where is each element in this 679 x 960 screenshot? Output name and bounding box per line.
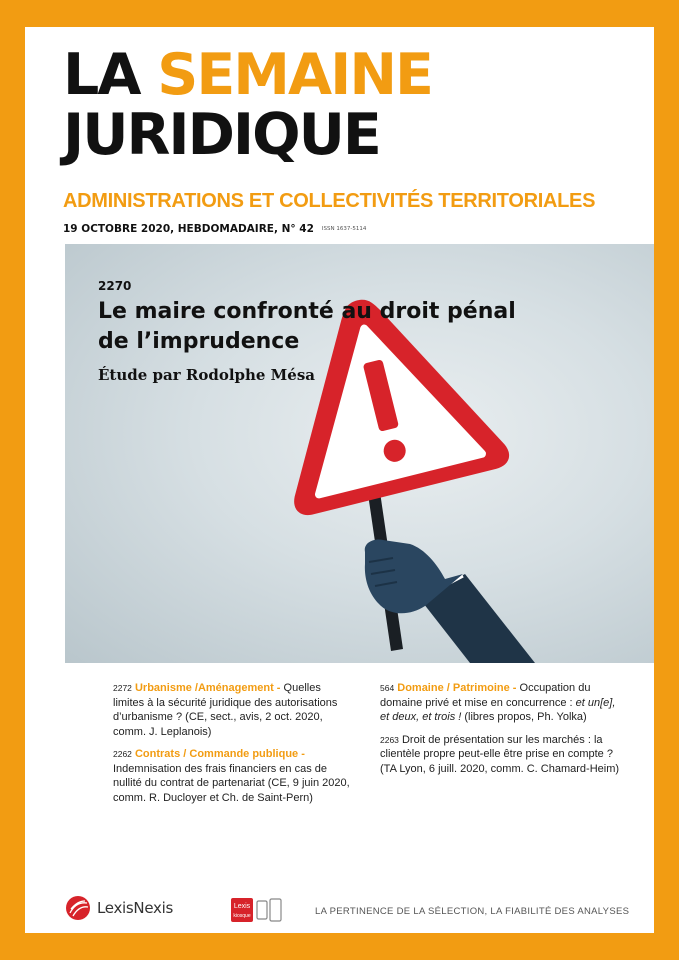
summary-item[interactable]: 2272 Urbanisme /Aménagement - Quelles limites à la sécurité juridique des autorisations d’urbanisme ? (CE, sect., avis, 2 oct. 2020, comm. J. Leplanois) <box>113 682 338 738</box>
title-part-la: LA <box>63 42 158 108</box>
issue-line <box>63 223 366 235</box>
article-title: Le maire confronté au droit pénal de l’imprudence <box>98 299 516 354</box>
issn: ISSN 1637-5114 <box>321 226 367 232</box>
lexisnexis-logo <box>65 895 173 921</box>
title-part-semaine: SEMAINE <box>157 42 432 108</box>
article-author: Étude par Rodolphe Mésa <box>98 366 315 384</box>
svg-text:kiosque: kiosque <box>233 913 251 919</box>
summary-column-left <box>113 681 353 813</box>
issue-date: 19 OCTOBRE 2020, HEBDOMADAIRE, N° 42 <box>63 223 314 235</box>
cover-story[interactable] <box>65 244 654 663</box>
tagline: LA PERTINENCE DE LA SÉLECTION, LA FIABILITÉ DES ANALYSES <box>315 906 630 917</box>
magazine-title <box>63 42 432 168</box>
summary-item[interactable]: 2262 Contrats / Commande publique - Indemnisation des frais financiers en cas de nullité du contrat de partenariat (CE, 9 juin 2020, comm. R. Ducloyer et Ch. de Saint-Pern) <box>113 748 350 804</box>
summary-item[interactable]: 564 Domaine / Patrimoine - Occupation du domaine privé et mise en concurrence : et un[e], et deux, et trois ! (libres propos, Ph. Yolka) <box>380 682 616 723</box>
svg-text:Lexis: Lexis <box>233 903 251 910</box>
summary-item[interactable]: 2263 Droit de présentation sur les marchés : la clientèle propre peut-elle être prise en compte ? (TA Lyon, 6 juill. 2020, comm. C. Chamard-Heim) <box>380 733 620 775</box>
edition-subtitle: ADMINISTRATIONS ET COLLECTIVITÉS TERRITORIALES <box>63 190 596 212</box>
title-part-juridique: JURIDIQUE <box>63 102 380 168</box>
article-number: 2270 <box>98 279 132 293</box>
summary-column-right <box>380 681 620 784</box>
lexis-kiosque-icon <box>230 896 282 924</box>
cover-page <box>25 27 654 933</box>
brand-name: LexisNexis <box>97 899 173 917</box>
lexisnexis-emblem-icon <box>65 895 91 921</box>
